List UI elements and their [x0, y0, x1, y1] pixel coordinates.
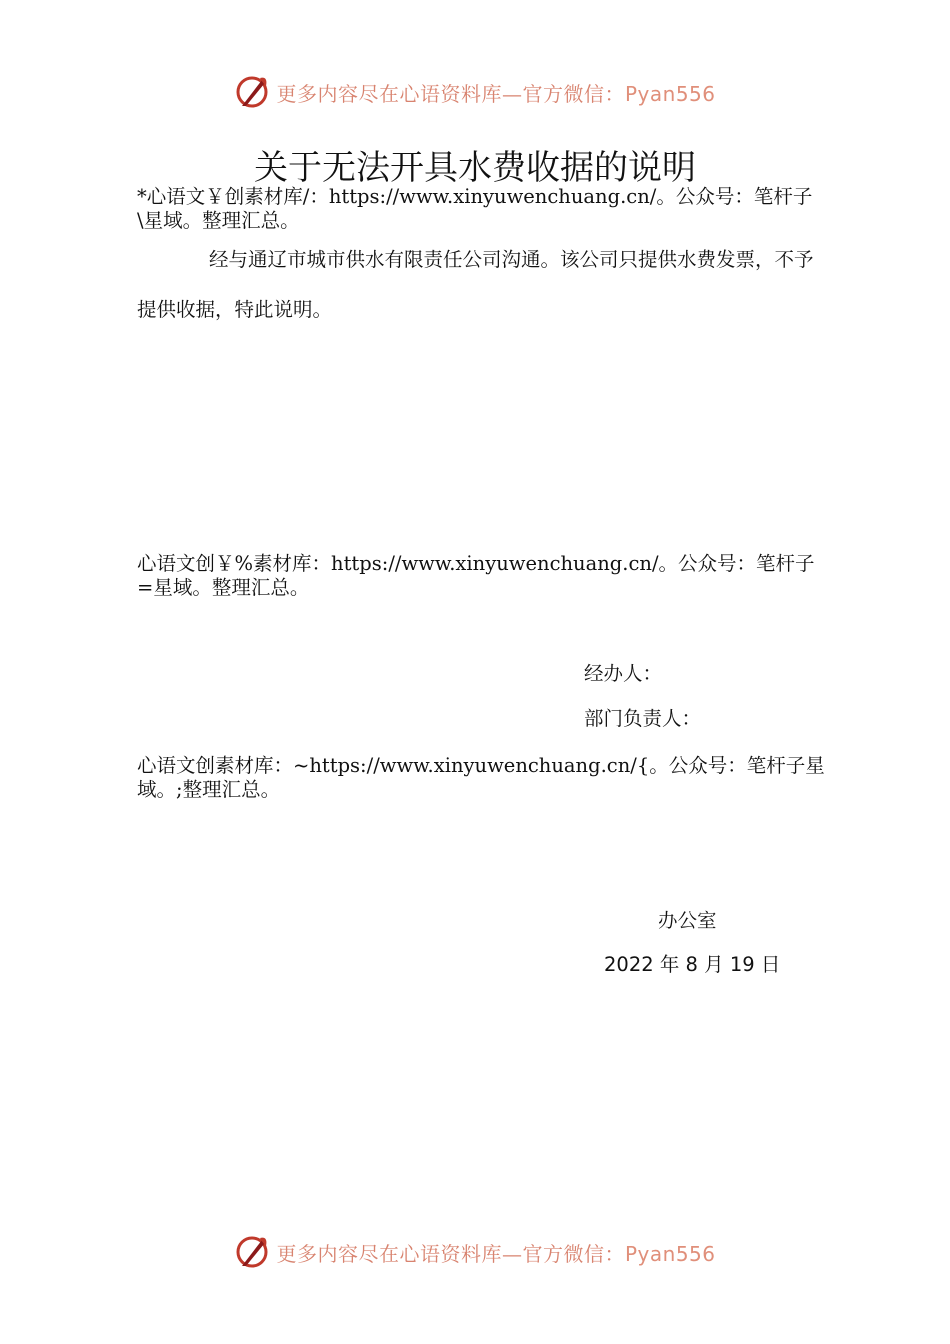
office-signature: 办公室	[658, 909, 717, 932]
handler-label: 经办人：	[584, 662, 663, 685]
banner-account: Pyan556	[624, 81, 716, 106]
document-date: 2022 年 8 月 19 日	[604, 953, 781, 976]
paragraph-watermark-3: 心语文创素材库：~https://www.xinyuwenchuang.cn/{。公众号：笔杆子星域。;整理汇总。	[137, 754, 825, 801]
paragraph-body: 经与通辽市城市供水有限责任公司沟通。该公司只提供水费发票，不予提供收据，特此说明。	[137, 248, 814, 321]
dept-head-label: 部门负责人：	[584, 707, 702, 730]
document-title: 关于无法开具水费收据的说明	[254, 148, 696, 188]
banner-account: Pyan556	[624, 1241, 716, 1266]
quill-logo-icon	[234, 1232, 270, 1272]
paragraph-watermark-1: *心语文￥创素材库/：https://www.xinyuwenchuang.cn/。公众号：笔杆子\星域。整理汇总。	[137, 185, 813, 232]
banner-text: 更多内容尽在心语资料库—官方微信：Pyan556	[276, 1241, 716, 1266]
paragraph-watermark-2: 心语文创￥%素材库：https://www.xinyuwenchuang.cn/。公众号：笔杆子=星域。整理汇总。	[137, 552, 815, 599]
quill-logo-icon	[234, 72, 270, 112]
footer-watermark-banner	[0, 1232, 950, 1272]
header-watermark-banner	[0, 72, 950, 112]
banner-text: 更多内容尽在心语资料库—官方微信：Pyan556	[276, 81, 716, 106]
